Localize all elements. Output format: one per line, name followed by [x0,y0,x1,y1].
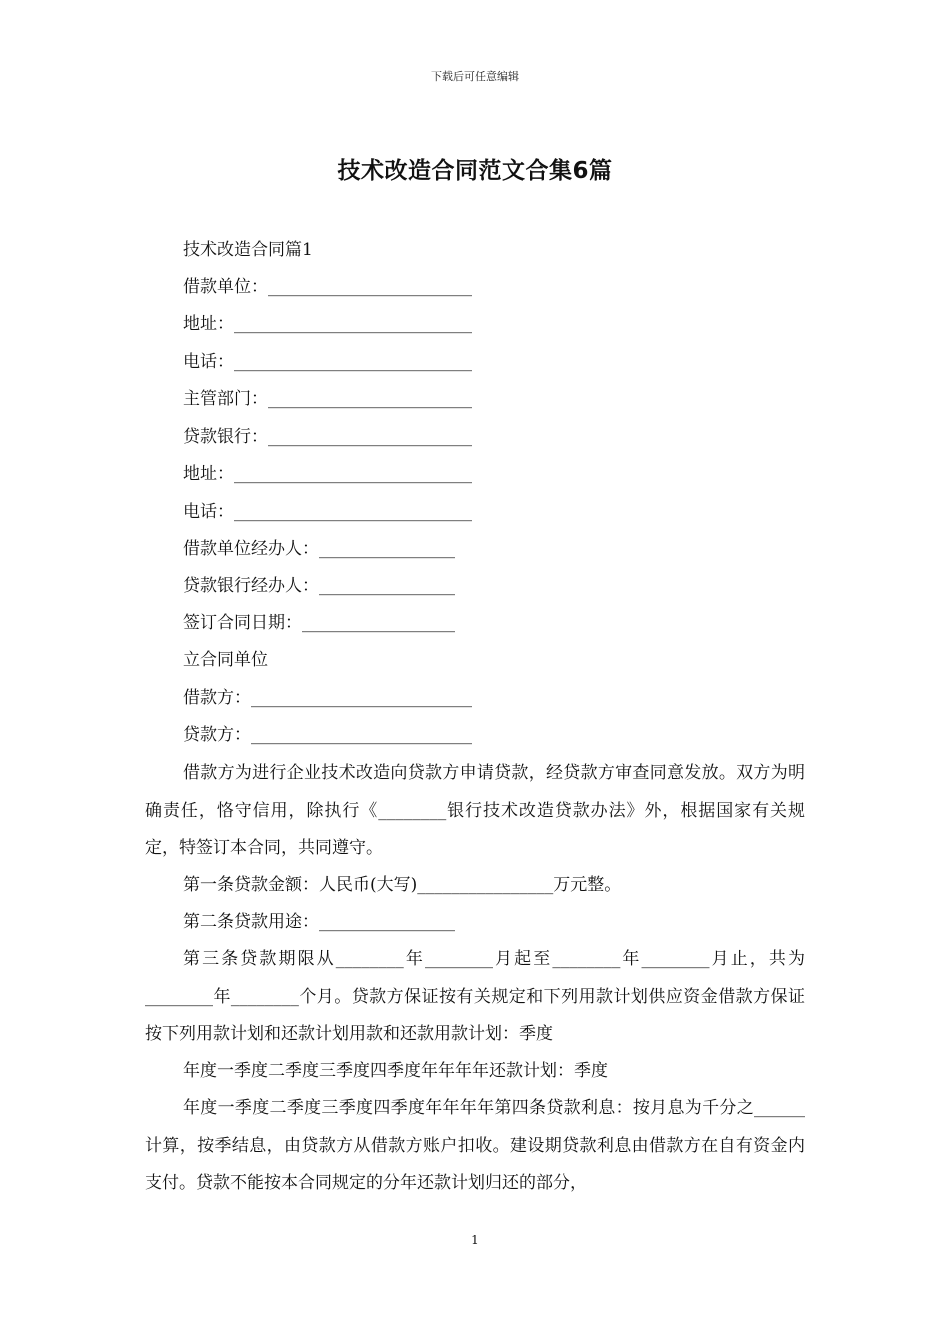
document-title: 技术改造合同范文合集6篇 [337,158,613,184]
header-note: 下载后可任意编辑 [431,70,519,83]
article-2-purpose: 第二条贷款用途：________________ [183,912,455,932]
intro-paragraph: 借款方为进行企业技术改造向贷款方申请贷款，经贷款方审查同意发放。双方为明确责任，恪守信用，除执行《________银行技术改造贷款办法》外，根据国家有关规定，特签订本合同，共同遵守。 [145,763,805,858]
repayment-schedule-line: 年度一季度二季度三季度四季度年年年年还款计划：季度 [183,1061,608,1081]
field-borrower-phone: 电话：____________________________ [183,352,472,372]
field-bank-address: 地址：____________________________ [183,464,472,484]
section-heading: 技术改造合同篇1 [183,240,313,260]
field-borrower-address: 地址：____________________________ [183,314,472,334]
field-borrower-agent: 借款单位经办人：________________ [183,539,455,559]
field-bank-agent: 贷款银行经办人：________________ [183,576,455,596]
contracting-parties-heading: 立合同单位 [183,650,268,670]
article-3-term: 第三条贷款期限从________年________月起至________年________月止，共为________年________个月。贷款方保证按有关规定和下列用款计划供应资金借款方保证按下列用款计划和还款计划用款和还款用款计划：季度 [145,949,805,1044]
field-supervising-department: 主管部门：________________________ [183,389,472,409]
article-1-amount: 第一条贷款金额：人民币(大写)________________万元整。 [183,875,622,895]
field-borrower-party: 借款方：__________________________ [183,688,472,708]
field-bank-phone: 电话：____________________________ [183,502,472,522]
field-borrower: 借款单位：________________________ [183,277,472,297]
page-number: 1 [471,1233,479,1247]
field-signing-date: 签订合同日期：__________________ [183,613,455,633]
article-4-interest: 年度一季度二季度三季度四季度年年年年第四条贷款利息：按月息为千分之______计算，按季结息，由贷款方从借款方账户扣收。建设期贷款利息由借款方在自有资金内支付。贷款不能按本合同规定的分年还款计划归还的部分， [145,1098,805,1193]
field-lender-party: 贷款方：__________________________ [183,725,472,745]
field-lending-bank: 贷款银行：________________________ [183,427,472,447]
